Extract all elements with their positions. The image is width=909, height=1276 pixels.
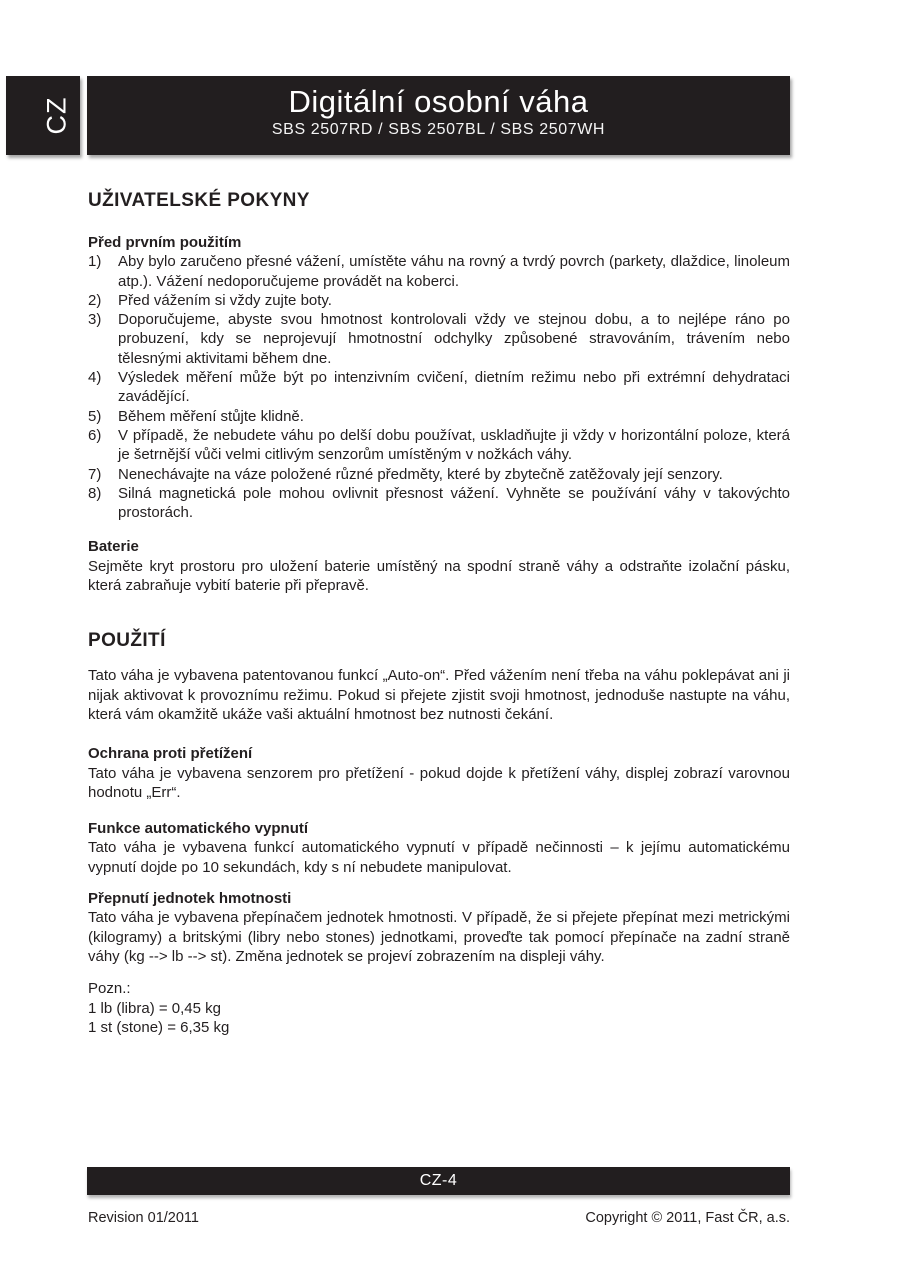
list-item <box>88 291 790 310</box>
list-item-text: Silná magnetická pole mohou ovlivnit přesnost vážení. Vyhněte se používání váhy v takovýchto prostorách. <box>118 484 790 522</box>
overload-paragraph: Tato váha je vybavena senzorem pro přetížení - pokud dojde k přetížení váhy, displej zobrazí varovnou hodnotu „Err“. <box>88 764 790 801</box>
language-tab-label: CZ <box>41 96 72 135</box>
list-item-text: Aby bylo zaručeno přesné vážení, umístěte váhu na rovný a tvrdý povrch (parkety, dlaždice, linoleum atp.). Vážení nedoporučujeme provádět na koberci. <box>118 253 790 290</box>
list-item-text: Před vážením si vždy zujte boty. <box>118 291 332 309</box>
copyright-label: Copyright © 2011, Fast ČR, a.s. <box>585 1210 790 1226</box>
list-item-number: 1) <box>88 253 102 271</box>
list-item <box>88 368 790 407</box>
list-item-number: 8) <box>88 484 102 502</box>
list-item-number: 3) <box>88 311 102 329</box>
list-item <box>88 465 790 484</box>
list-item-text: Výsledek měření může být po intenzivním cvičení, dietním režimu nebo při extrémní dehydrataci zavádějící. <box>118 369 790 406</box>
list-item <box>88 310 790 368</box>
note-block <box>88 979 790 1037</box>
list-item-number: 7) <box>88 465 102 483</box>
list-item-number: 2) <box>88 291 102 309</box>
section-heading-usage: POUŽITÍ <box>88 630 166 652</box>
list-item-number: 5) <box>88 407 102 425</box>
numbered-list <box>88 252 790 522</box>
list-item <box>88 426 790 465</box>
page-header <box>87 76 790 155</box>
subheading-before-first-use: Před prvním použitím <box>88 234 242 251</box>
page-number-bar <box>87 1167 790 1195</box>
list-item-number: 6) <box>88 426 102 444</box>
auto-off-paragraph: Tato váha je vybavena funkcí automatického vypnutí v případě nečinnosti – k jejímu automatickému vypnutí dojde po 10 sekundách, kdy s ní nebudete manipulovat. <box>88 839 790 876</box>
list-item <box>88 484 790 523</box>
list-item-number: 4) <box>88 369 102 387</box>
battery-paragraph: Sejměte kryt prostoru pro uložení baterie umístěný na spodní straně váhy a odstraňte izolační pásku, která zabraňuje vybití baterie při přepravě. <box>88 557 790 595</box>
subheading-unit-switch: Přepnutí jednotek hmotnosti <box>88 890 292 908</box>
model-numbers: SBS 2507RD / SBS 2507BL / SBS 2507WH <box>271 121 606 138</box>
list-item <box>88 407 790 426</box>
subheading-battery: Baterie <box>88 538 139 556</box>
unit-switch-paragraph: Tato váha je vybavena přepínačem jednotek hmotnosti. V případě, že si přejete přepínat mezi metrickými (kilogramy) a britskými (libry nebo stones) jednotkami, proveďte tak pomocí přepínače na zadní straně váhy (kg --> lb --> st). Změna jednotek se projeví zobrazením na displeji váhy. <box>88 909 790 965</box>
page-number: CZ-4 <box>419 1172 458 1189</box>
section-heading-user-instructions: UŽIVATELSKÉ POKYNY <box>88 190 310 211</box>
language-tab <box>6 76 80 155</box>
product-title: Digitální osobní váha <box>288 84 589 119</box>
revision-label: Revision 01/2011 <box>88 1210 199 1226</box>
footer-meta <box>88 1210 790 1226</box>
page-content <box>88 190 790 1037</box>
note-label: Pozn.: <box>88 980 131 998</box>
usage-intro-paragraph: Tato váha je vybavena patentovanou funkcí „Auto-on“. Před vážením není třeba na váhu poklepávat ani ji nijak aktivovat k provoznímu režimu. Pokud si přejete zjistit svoji hmotnost, jednoduše nastupte na váhu, která vám okamžitě ukáže vaši aktuální hmotnost bez nutnosti čekání. <box>88 667 790 723</box>
note-conversion-st: 1 st (stone) = 6,35 kg <box>88 1018 230 1036</box>
subheading-auto-off: Funkce automatického vypnutí <box>88 820 309 838</box>
list-item <box>88 252 790 291</box>
list-item-text: Doporučujeme, abyste svou hmotnost kontrolovali vždy ve stejnou dobu, a to nejlépe ráno po probuzení, kdy se neprojevují hmotnostní odchylky způsobené stravováním, trávením nebo tělesnými aktivitami během dne. <box>118 311 790 367</box>
list-item-text: Během měření stůjte klidně. <box>118 407 304 425</box>
list-item-text: V případě, že nebudete váhu po delší dobu používat, uskladňujte ji vždy v horizontální poloze, která je šetrnější vůči velmi citlivým senzorům umístěným v nožkách váhy. <box>118 426 790 464</box>
note-conversion-lb: 1 lb (libra) = 0,45 kg <box>88 999 221 1017</box>
subheading-overload-protection: Ochrana proti přetížení <box>88 745 253 763</box>
list-item-text: Nenechávajte na váze položené různé předměty, které by zbytečně zatěžovaly její senzory. <box>118 465 723 483</box>
